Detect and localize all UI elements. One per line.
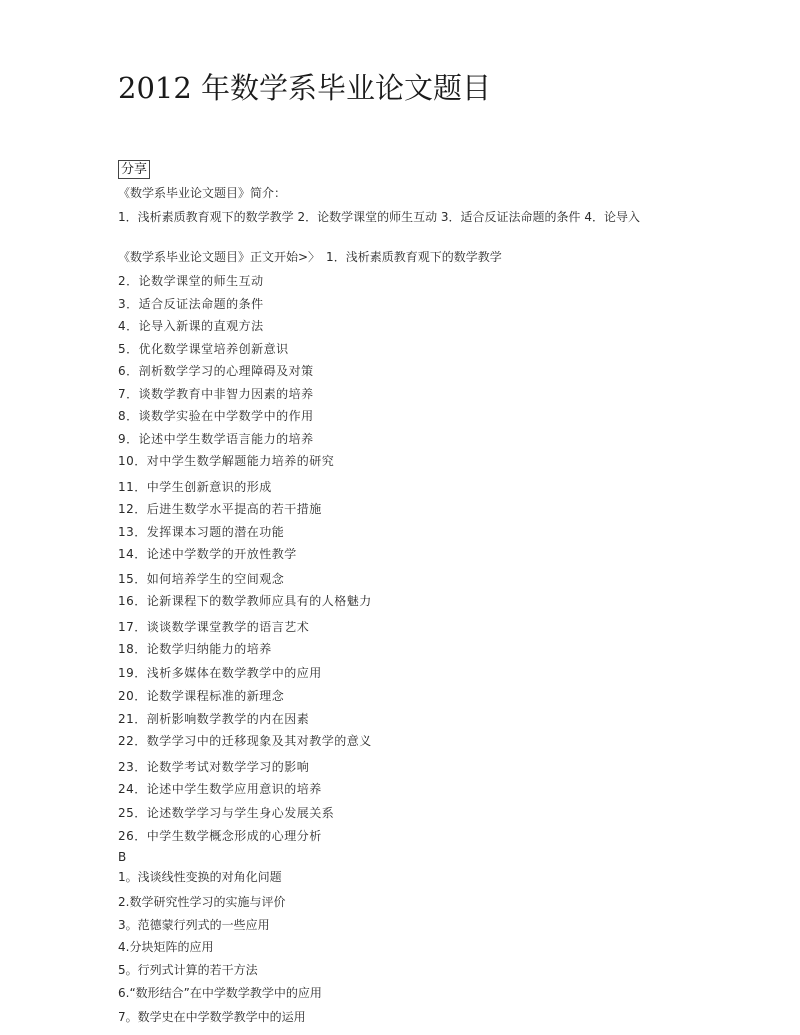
list-item: 16．论新课程下的数学教师应具有的人格魅力 [118, 594, 372, 608]
list-item: 25．论述数学学习与学生身心发展关系 [118, 806, 335, 820]
list-item: 7．谈数学教育中非智力因素的培养 [118, 387, 314, 401]
list-item: 4.分块矩阵的应用 [118, 940, 214, 954]
list-item: 6．剖析数学学习的心理障碍及对策 [118, 364, 314, 378]
list-item: 3。范德蒙行列式的一些应用 [118, 918, 270, 932]
list-item: 2.数学研究性学习的实施与评价 [118, 895, 286, 909]
list-item: 19．浅析多媒体在数学教学中的应用 [118, 666, 322, 680]
list-item: 9．论述中学生数学语言能力的培养 [118, 432, 314, 446]
list-item: 6.“数形结合”在中学数学教学中的应用 [118, 986, 322, 1000]
list-item: 26．中学生数学概念形成的心理分析 [118, 829, 322, 843]
list-item: 24．论述中学生数学应用意识的培养 [118, 782, 322, 796]
list-item: 1。浅谈线性变换的对角化问题 [118, 870, 282, 884]
list-item: 4．论导入新课的直观方法 [118, 319, 264, 333]
list-item: 7。数学史在中学数学教学中的运用 [118, 1010, 306, 1024]
list-item: 10．对中学生数学解题能力培养的研究 [118, 454, 335, 468]
list-item: 11．中学生创新意识的形成 [118, 480, 272, 494]
list-item: 2．论数学课堂的师生互动 [118, 274, 264, 288]
list-item: 5．优化数学课堂培养创新意识 [118, 342, 289, 356]
list-item: 15．如何培养学生的空间观念 [118, 572, 285, 586]
share-button[interactable]: 分享 [118, 160, 150, 179]
list-item: 17．谈谈数学课堂教学的语言艺术 [118, 620, 310, 634]
list-item: 13．发挥课本习题的潜在功能 [118, 525, 285, 539]
intro-heading: 《数学系毕业论文题目》简介： [118, 186, 287, 200]
list-item: 21．剖析影响数学教学的内在因素 [118, 712, 310, 726]
section-b-label: B [118, 850, 127, 864]
list-item: 5。行列式计算的若干方法 [118, 963, 258, 977]
list-item: 3．适合反证法命题的条件 [118, 297, 264, 311]
list-item: 20．论数学课程标准的新理念 [118, 689, 285, 703]
list-item: 18．论数学归纳能力的培养 [118, 642, 272, 656]
list-item: 22．数学学习中的迁移现象及其对教学的意义 [118, 734, 372, 748]
list-item: 14．论述中学数学的开放性教学 [118, 547, 297, 561]
page-title: 2012 年数学系毕业论文题目 [118, 71, 492, 105]
list-item: 12．后进生数学水平提高的若干措施 [118, 502, 322, 516]
list-item: 23．论数学考试对数学学习的影响 [118, 760, 310, 774]
intro-text: 1．浅析素质教育观下的数学教学 2．论数学课堂的师生互动 3．适合反证法命题的条件 4．论导入 [118, 210, 640, 224]
list-item: 8．谈数学实验在中学数学中的作用 [118, 409, 314, 423]
body-start-line: 《数学系毕业论文题目》正文开始>〉 1．浅析素质教育观下的数学教学 [118, 250, 502, 264]
